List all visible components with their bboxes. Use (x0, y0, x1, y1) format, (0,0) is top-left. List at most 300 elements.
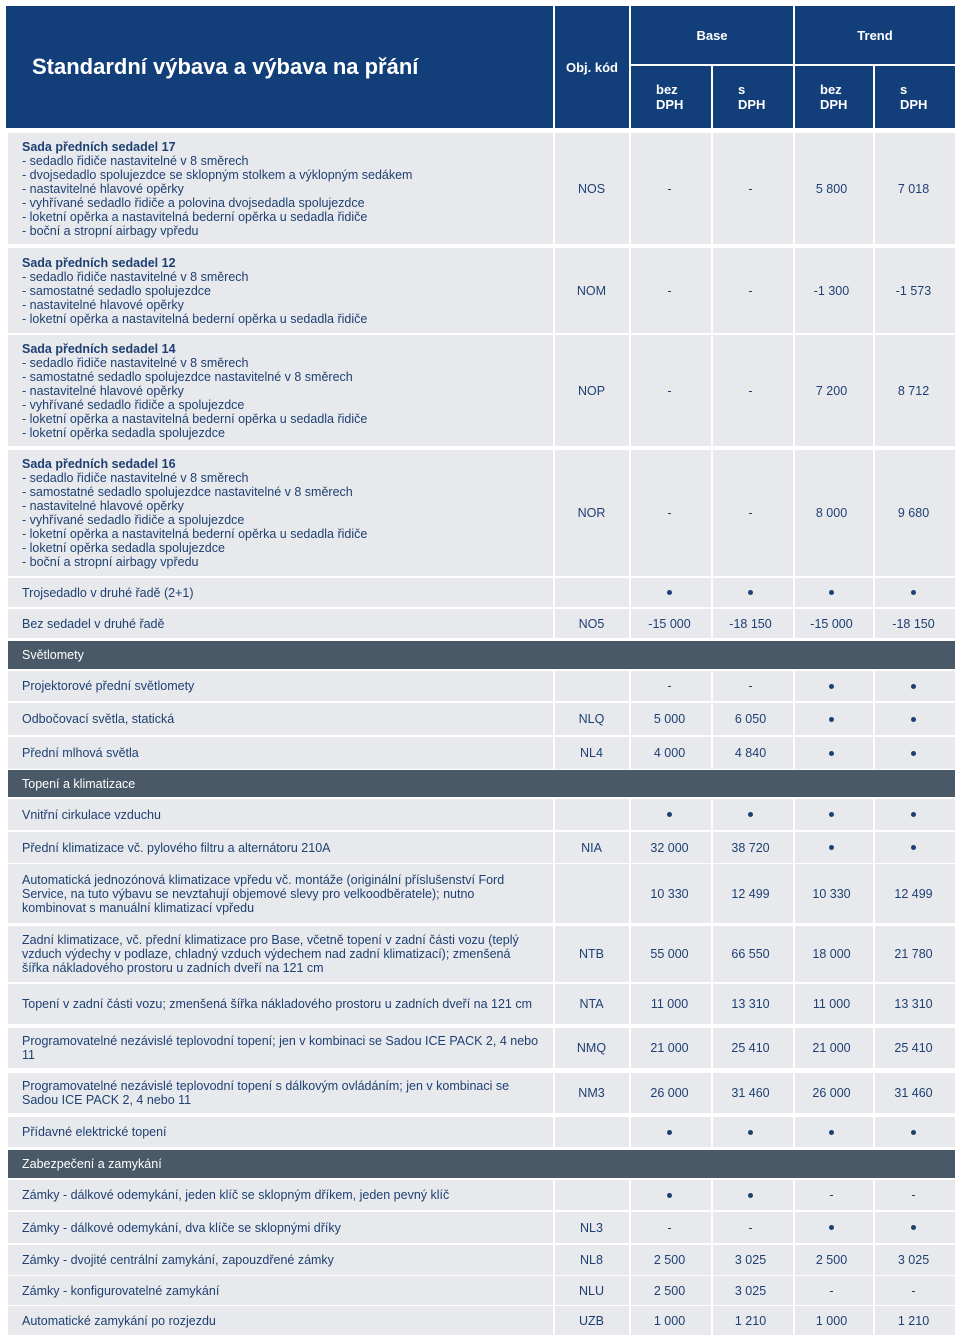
item-description: Bez sedadel v druhé řadě (22, 616, 165, 631)
base-gross-price: - (748, 383, 753, 398)
base-gross-price: 31 460 (731, 1086, 770, 1100)
base-gross-price: 12 499 (731, 886, 770, 901)
column-divider (629, 578, 631, 607)
column-divider (873, 926, 875, 982)
base-net-price (629, 1180, 710, 1210)
base-gross-price: - (748, 506, 753, 520)
base-net-price: 5 000 (653, 712, 686, 726)
base-gross-price: 25 410 (731, 1041, 770, 1055)
base-net-price: 11 000 (650, 997, 689, 1011)
trend-gross-price (872, 737, 955, 769)
trend-net-price: 11 000 (812, 997, 851, 1011)
column-divider (793, 671, 795, 701)
column-divider (873, 248, 875, 333)
package-title: Sada předních sedadel 16 (22, 457, 176, 471)
standard-equipment-dot (829, 590, 834, 595)
table-row (8, 926, 955, 982)
trend-gross-price (872, 578, 955, 607)
section-header (8, 770, 955, 797)
trend-gross-price (872, 671, 955, 701)
base-net-price: 21 000 (650, 1041, 689, 1055)
column-divider (553, 335, 555, 446)
order-code (554, 578, 629, 607)
base-net-price (629, 1117, 710, 1147)
order-code: NL8 (580, 1253, 603, 1267)
column-divider (793, 1276, 795, 1305)
base-net-price: 26 000 (650, 1086, 689, 1100)
order-code: NM3 (578, 1086, 605, 1100)
package-feature: - loketní opěrka a nastavitelná bederní opěrka u sedadla řidiče (22, 209, 368, 224)
table-row (8, 671, 955, 701)
package-row (8, 335, 955, 446)
trend-header: Trend (795, 6, 955, 64)
column-divider (793, 1073, 795, 1113)
column-divider (711, 832, 713, 863)
base-gross-price: 3 025 (734, 1253, 767, 1267)
trend-net-price: - (829, 1188, 834, 1202)
trend-net-price (791, 703, 872, 735)
order-code: NTA (579, 997, 604, 1011)
column-divider (793, 450, 795, 576)
column-divider (629, 832, 631, 863)
base-net-price: -15 000 (648, 616, 691, 631)
base-gross-price: - (748, 1220, 753, 1235)
table-row (8, 737, 955, 769)
package-row (8, 248, 955, 333)
base-net-price: - (667, 181, 672, 196)
column-divider (629, 671, 631, 701)
table-row (8, 1212, 955, 1243)
column-divider (553, 248, 555, 333)
column-divider (711, 1212, 713, 1243)
trend-gross-price: 21 780 (894, 947, 933, 961)
base-gross-header: s DPH (713, 66, 793, 128)
standard-equipment-dot (748, 590, 753, 595)
column-divider (793, 578, 795, 607)
package-feature: - nastavitelné hlavové opěrky (22, 181, 184, 196)
base-gross-price: 13 310 (731, 997, 770, 1011)
trend-gross-price (872, 1117, 955, 1147)
column-divider (553, 609, 555, 638)
column-divider (629, 864, 631, 923)
section-title: Topení a klimatizace (22, 776, 136, 791)
trend-net-price (791, 578, 872, 607)
order-code-header: Obj. kód (555, 6, 629, 128)
standard-equipment-dot (748, 1193, 753, 1198)
trend-net-price: 1 000 (815, 1313, 848, 1328)
trend-net-price: 5 800 (815, 181, 848, 196)
package-feature: - vyhřívané sedadlo řidiče a spolujezdce (22, 513, 245, 527)
column-divider (873, 737, 875, 769)
page-title: Standardní výbava a výbava na přání (6, 6, 553, 128)
base-gross-price (710, 799, 791, 830)
column-divider (793, 832, 795, 863)
order-code: NOM (576, 283, 607, 298)
column-divider (711, 335, 713, 446)
order-code: NOP (577, 383, 606, 398)
column-divider (629, 1180, 631, 1210)
base-gross-price: 4 840 (734, 746, 767, 760)
column-divider (629, 248, 631, 333)
order-code (554, 671, 629, 701)
column-divider (711, 926, 713, 982)
package-feature: - vyhřívané sedadlo řidiče a polovina dvojsedadla spolujezdce (22, 195, 365, 210)
standard-equipment-dot (829, 717, 834, 722)
column-divider (553, 799, 555, 830)
package-feature: - boční a stropní airbagy vpředu (22, 223, 199, 238)
column-divider (873, 671, 875, 701)
package-feature: - loketní opěrka a nastavitelná bederní opěrka u sedadla řidiče (22, 527, 368, 541)
package-description (8, 248, 554, 333)
base-gross-price: 1 210 (734, 1313, 767, 1328)
order-code (554, 799, 629, 830)
package-feature: - samostatné sedadlo spolujezdce nastavitelné v 8 směrech (22, 369, 353, 384)
trend-net-price: 26 000 (812, 1086, 851, 1100)
table-row (8, 864, 955, 923)
standard-equipment-dot (829, 845, 834, 850)
trend-gross-price: 31 460 (894, 1086, 933, 1100)
package-feature: - sedadlo řidiče nastavitelné v 8 směrech (22, 269, 249, 284)
column-divider (553, 832, 555, 863)
column-divider (711, 248, 713, 333)
column-divider (629, 133, 631, 244)
standard-equipment-dot (911, 1225, 916, 1230)
table-row (8, 1180, 955, 1210)
item-description: Projektorové přední světlomety (22, 679, 195, 693)
trend-gross-price: 7 018 (897, 181, 930, 196)
trend-net-header: bez DPH (795, 66, 873, 128)
trend-net-price: -15 000 (810, 616, 853, 631)
base-net-price: 4 000 (653, 746, 686, 760)
base-net-price: 55 000 (650, 947, 689, 961)
trend-gross-price: - (911, 1188, 916, 1202)
package-feature: - sedadlo řidiče nastavitelné v 8 směrech (22, 153, 249, 168)
trend-net-price (791, 1117, 872, 1147)
column-divider (711, 799, 713, 830)
column-divider (793, 133, 795, 244)
column-divider (711, 609, 713, 638)
order-code: NLQ (578, 712, 605, 726)
standard-equipment-dot (911, 590, 916, 595)
column-divider (553, 671, 555, 701)
base-net-price: - (667, 383, 672, 398)
table-row (8, 609, 955, 638)
column-divider (873, 1180, 875, 1210)
package-feature: - loketní opěrka sedadla spolujezdce (22, 425, 225, 440)
trend-net-price: 7 200 (815, 383, 848, 398)
package-feature: - vyhřívané sedadlo řidiče a spolujezdce (22, 397, 245, 412)
column-divider (553, 1073, 555, 1113)
table-row (8, 832, 955, 863)
column-divider (793, 1306, 795, 1335)
item-description: Vnitřní cirkulace vzduchu (22, 807, 161, 822)
order-code: NMQ (576, 1041, 607, 1055)
column-divider (629, 737, 631, 769)
column-divider (793, 864, 795, 923)
trend-net-price: 10 330 (812, 886, 851, 901)
standard-equipment-dot (829, 1130, 834, 1135)
column-divider (629, 703, 631, 735)
table-row (8, 799, 955, 830)
package-description (8, 335, 554, 446)
standard-equipment-dot (829, 684, 834, 689)
column-divider (711, 133, 713, 244)
item-description: Automatická jednozónová klimatizace vpředu vč. montáže (originální příslušenství Ford Service, na tuto výbavu se nevztahují objemové slevy pro velkoodběratele); nutno kombinovat s manuální klimatizací vpředu (22, 872, 505, 915)
base-net-price: - (667, 506, 672, 520)
standard-equipment-dot (748, 1130, 753, 1135)
column-divider (873, 1028, 875, 1068)
section-title: Světlomety (22, 648, 84, 662)
column-divider (711, 578, 713, 607)
item-description: Přední klimatizace vč. pylového filtru a alternátoru 210A (22, 840, 331, 855)
trend-gross-price: - (911, 1283, 916, 1298)
column-divider (873, 703, 875, 735)
base-gross-price: - (748, 283, 753, 298)
column-divider (793, 1180, 795, 1210)
item-description: Zadní klimatizace, vč. přední klimatizace pro Base, včetně topení v zadní části vozu (teplý vzduch výdechy v podlaze, chladný vzduch výdechem nad zadní klimatizací); zmenšená šířka nákladového prostoru u zadních dveří na 121 cm (22, 933, 519, 975)
trend-gross-price (872, 832, 955, 863)
item-description: Zámky - dvojité centrální zamykání, zapouzdřené zámky (22, 1253, 334, 1267)
table-row (8, 984, 955, 1024)
column-divider (793, 248, 795, 333)
standard-equipment-dot (911, 1130, 916, 1135)
column-divider (873, 450, 875, 576)
package-title: Sada předních sedadel 14 (22, 341, 176, 356)
standard-equipment-dot (911, 717, 916, 722)
item-description: Přídavné elektrické topení (22, 1125, 167, 1139)
column-divider (629, 984, 631, 1024)
package-feature: - nastavitelné hlavové opěrky (22, 297, 184, 312)
package-title: Sada předních sedadel 17 (22, 139, 176, 154)
trend-gross-price: 3 025 (897, 1253, 930, 1267)
column-divider (553, 1117, 555, 1147)
column-divider (711, 864, 713, 923)
trend-gross-price: 9 680 (897, 506, 930, 520)
column-divider (873, 133, 875, 244)
base-gross-price (710, 578, 791, 607)
package-feature: - loketní opěrka a nastavitelná bederní opěrka u sedadla řidiče (22, 311, 368, 326)
column-divider (553, 737, 555, 769)
column-divider (553, 450, 555, 576)
order-code (554, 1117, 629, 1147)
standard-equipment-dot (667, 590, 672, 595)
column-divider (629, 450, 631, 576)
column-divider (629, 1028, 631, 1068)
base-net-price: 1 000 (653, 1313, 686, 1328)
trend-gross-header: s DPH (875, 66, 955, 128)
item-description: Zámky - dálkové odemykání, jeden klíč se sklopným dříkem, jeden pevný klíč (22, 1188, 450, 1202)
column-divider (793, 984, 795, 1024)
column-divider (553, 1028, 555, 1068)
standard-equipment-dot (829, 751, 834, 756)
column-divider (793, 1028, 795, 1068)
section-title: Zabezpečení a zamykání (22, 1157, 162, 1171)
package-feature: - nastavitelné hlavové opěrky (22, 499, 184, 513)
standard-equipment-dot (667, 812, 672, 817)
order-code: NL3 (580, 1220, 603, 1235)
table-row (8, 578, 955, 607)
column-divider (553, 1306, 555, 1335)
column-divider (793, 1212, 795, 1243)
trend-net-price (791, 1212, 872, 1243)
order-code: NTB (579, 947, 604, 961)
trend-net-price: 21 000 (812, 1041, 851, 1055)
column-divider (711, 703, 713, 735)
column-divider (553, 578, 555, 607)
trend-net-price: 8 000 (815, 506, 848, 520)
item-description: Automatické zamykání po rozjezdu (22, 1313, 216, 1328)
column-divider (873, 799, 875, 830)
column-divider (553, 703, 555, 735)
trend-gross-price (872, 799, 955, 830)
trend-net-price (791, 671, 872, 701)
column-divider (873, 1073, 875, 1113)
order-code: NL4 (580, 746, 603, 760)
column-divider (873, 1306, 875, 1335)
standard-equipment-dot (667, 1130, 672, 1135)
table-row (8, 1245, 955, 1275)
table-row (8, 1306, 955, 1335)
package-description (8, 450, 554, 576)
column-divider (873, 609, 875, 638)
standard-equipment-dot (829, 1225, 834, 1230)
trend-net-price: 18 000 (812, 947, 851, 961)
section-header (8, 1150, 955, 1178)
column-divider (629, 1245, 631, 1275)
trend-net-price (791, 799, 872, 830)
trend-net-price: - (829, 1283, 834, 1298)
column-divider (793, 926, 795, 982)
column-divider (873, 864, 875, 923)
table-row (8, 703, 955, 735)
column-divider (553, 864, 555, 923)
column-divider (793, 799, 795, 830)
column-divider (873, 832, 875, 863)
item-description: Programovatelné nezávislé teplovodní topení; jen v kombinaci se Sadou ICE PACK 2, 4 nebo 11 (22, 1034, 539, 1062)
column-divider (711, 984, 713, 1024)
item-description: Zámky - dálkové odemykání, dva klíče se sklopnými dříky (22, 1220, 341, 1235)
package-feature: - loketní opěrka sedadla spolujezdce (22, 541, 225, 555)
column-divider (873, 335, 875, 446)
base-net-price: - (667, 283, 672, 298)
column-divider (553, 1245, 555, 1275)
trend-gross-price: 12 499 (894, 886, 933, 901)
trend-gross-price: 1 210 (897, 1313, 930, 1328)
column-divider (553, 1212, 555, 1243)
column-divider (711, 1276, 713, 1305)
trend-net-price: -1 300 (813, 283, 850, 298)
base-net-price: - (667, 679, 672, 693)
base-net-price: 10 330 (650, 886, 689, 901)
trend-gross-price: -18 150 (892, 616, 935, 631)
column-divider (793, 1245, 795, 1275)
column-divider (629, 1073, 631, 1113)
standard-equipment-dot (911, 751, 916, 756)
column-divider (873, 1212, 875, 1243)
base-net-price (629, 578, 710, 607)
standard-equipment-dot (911, 845, 916, 850)
column-divider (629, 1117, 631, 1147)
package-feature: - sedadlo řidiče nastavitelné v 8 směrech (22, 355, 249, 370)
base-net-header: bez DPH (631, 66, 711, 128)
column-divider (793, 737, 795, 769)
base-header: Base (631, 6, 793, 64)
column-divider (711, 671, 713, 701)
column-divider (711, 1180, 713, 1210)
trend-gross-price: 25 410 (894, 1041, 933, 1055)
trend-gross-price: 8 712 (897, 383, 930, 398)
column-divider (873, 1245, 875, 1275)
column-divider (553, 133, 555, 244)
item-description: Zámky - konfigurovatelné zamykání (22, 1283, 220, 1298)
column-divider (629, 1212, 631, 1243)
base-gross-price: -18 150 (729, 616, 772, 631)
base-gross-price (710, 1180, 791, 1210)
trend-gross-price: -1 573 (895, 283, 932, 298)
column-divider (793, 609, 795, 638)
table-row (8, 1276, 955, 1305)
column-divider (629, 609, 631, 638)
package-feature: - nastavitelné hlavové opěrky (22, 383, 184, 398)
base-net-price: 2 500 (653, 1283, 686, 1298)
package-row (8, 133, 955, 244)
column-divider (711, 450, 713, 576)
base-gross-price: - (748, 181, 753, 196)
package-title: Sada předních sedadel 12 (22, 255, 176, 270)
column-divider (553, 984, 555, 1024)
base-gross-price: 6 050 (734, 712, 767, 726)
order-code: NOS (577, 181, 606, 196)
package-feature: - samostatné sedadlo spolujezdce (22, 283, 212, 298)
trend-net-price (791, 737, 872, 769)
package-row (8, 450, 955, 576)
base-gross-price: 3 025 (734, 1283, 767, 1298)
column-divider (553, 1276, 555, 1305)
column-divider (711, 1073, 713, 1113)
order-code: UZB (579, 1313, 604, 1328)
column-divider (711, 1245, 713, 1275)
base-net-price: 32 000 (650, 840, 689, 855)
column-divider (553, 926, 555, 982)
order-code (554, 864, 629, 923)
column-divider (873, 984, 875, 1024)
package-feature: - dvojsedadlo spolujezdce se sklopným stolkem a výklopným sedákem (22, 167, 413, 182)
column-divider (711, 1028, 713, 1068)
trend-gross-price (872, 703, 955, 735)
column-divider (873, 1276, 875, 1305)
column-divider (711, 1306, 713, 1335)
table-row (8, 1073, 955, 1113)
base-net-price: - (667, 1220, 672, 1235)
standard-equipment-dot (911, 684, 916, 689)
table-row (8, 1117, 955, 1147)
item-description: Programovatelné nezávislé teplovodní topení s dálkovým ovládáním; jen v kombinaci se Sadou ICE PACK 2, 4 nebo 11 (22, 1079, 510, 1107)
standard-equipment-dot (667, 1193, 672, 1198)
standard-equipment-dot (911, 812, 916, 817)
item-description: Topení v zadní části vozu; zmenšená šířka nákladového prostoru u zadních dveří na 121 cm (22, 997, 533, 1011)
column-divider (793, 703, 795, 735)
column-divider (629, 799, 631, 830)
item-description: Přední mlhová světla (22, 746, 139, 760)
column-divider (629, 926, 631, 982)
order-code: NIA (581, 840, 602, 855)
column-divider (873, 578, 875, 607)
column-divider (629, 1306, 631, 1335)
column-divider (873, 1117, 875, 1147)
order-code: NO5 (578, 616, 605, 631)
column-divider (629, 1276, 631, 1305)
base-net-price (629, 799, 710, 830)
